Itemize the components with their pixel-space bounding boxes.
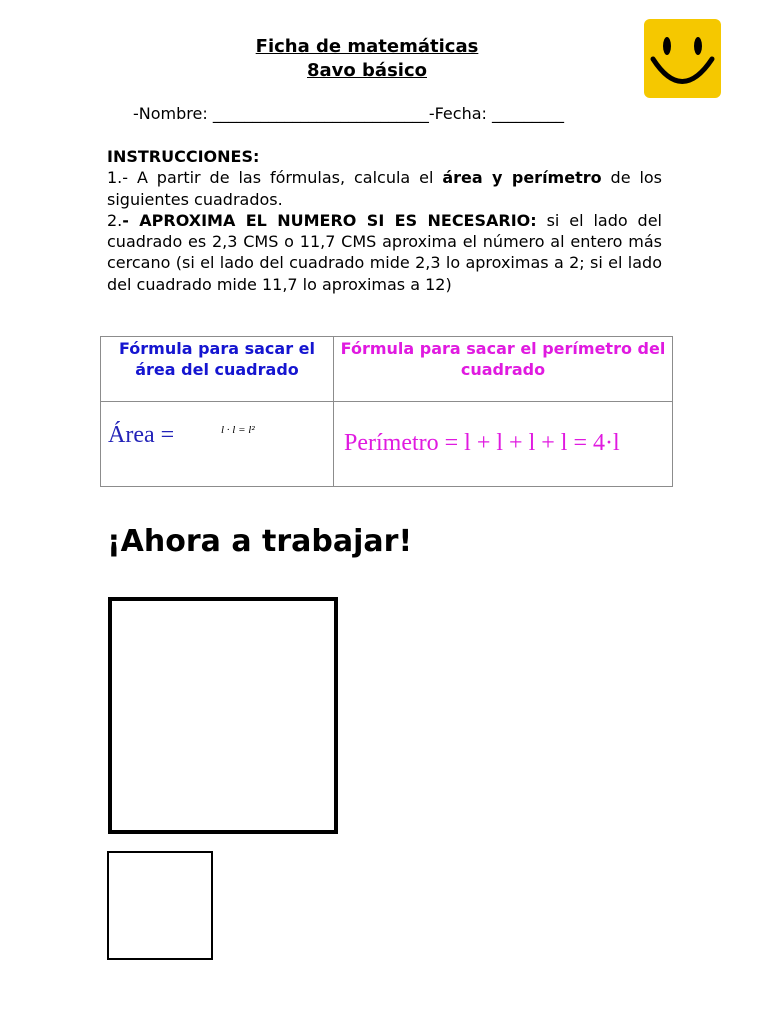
perimeter-formula: Perímetro = l + l + l + l = 4·l	[344, 430, 620, 456]
area-formula-header: Fórmula para sacar el área del cuadrado	[101, 337, 334, 402]
instructions	[107, 146, 662, 295]
instruction-2	[107, 210, 662, 295]
area-formula: Área =	[108, 422, 175, 448]
perimeter-formula-header: Fórmula para sacar el perímetro del cuadrado	[334, 337, 673, 402]
instruction-1	[107, 167, 662, 210]
area-formula-detail: l · l = l²	[221, 424, 255, 436]
title-line-2: 8avo básico	[307, 60, 427, 81]
instruction-1-prefix: 1.- A partir de las fórmulas, calcula el	[107, 168, 443, 188]
perimeter-formula-cell	[334, 402, 673, 487]
instruction-2-text: si el lado del cuadrado es 2,3 CMS o 11,7 CMS aproxima el número al entero más cercano (si el lado del cuadrado mide 2,3 lo aproximas a 2; si el lado del cuadrado mide 11,7 lo aproximas a 12)	[107, 210, 662, 294]
instruction-1-suffix: de los siguientes cuadrados.	[107, 168, 663, 209]
work-heading: ¡Ahora a trabajar!	[107, 524, 413, 559]
large-square	[108, 597, 338, 834]
instruction-2-bold: - APROXIMA EL NUMERO SI ES NECESARIO:	[122, 210, 537, 230]
instructions-heading: INSTRUCCIONES:	[107, 147, 260, 166]
small-square	[107, 851, 213, 960]
area-formula-cell	[101, 402, 334, 487]
name-date-line: -Nombre: ___________________________-Fecha: _________	[133, 104, 564, 123]
title-line-1: Ficha de matemáticas	[255, 36, 479, 57]
formula-table	[100, 336, 673, 487]
instruction-1-bold: área y perímetro	[442, 168, 602, 188]
smiley-face-icon	[644, 19, 721, 98]
instruction-2-number: 2.	[107, 210, 123, 230]
